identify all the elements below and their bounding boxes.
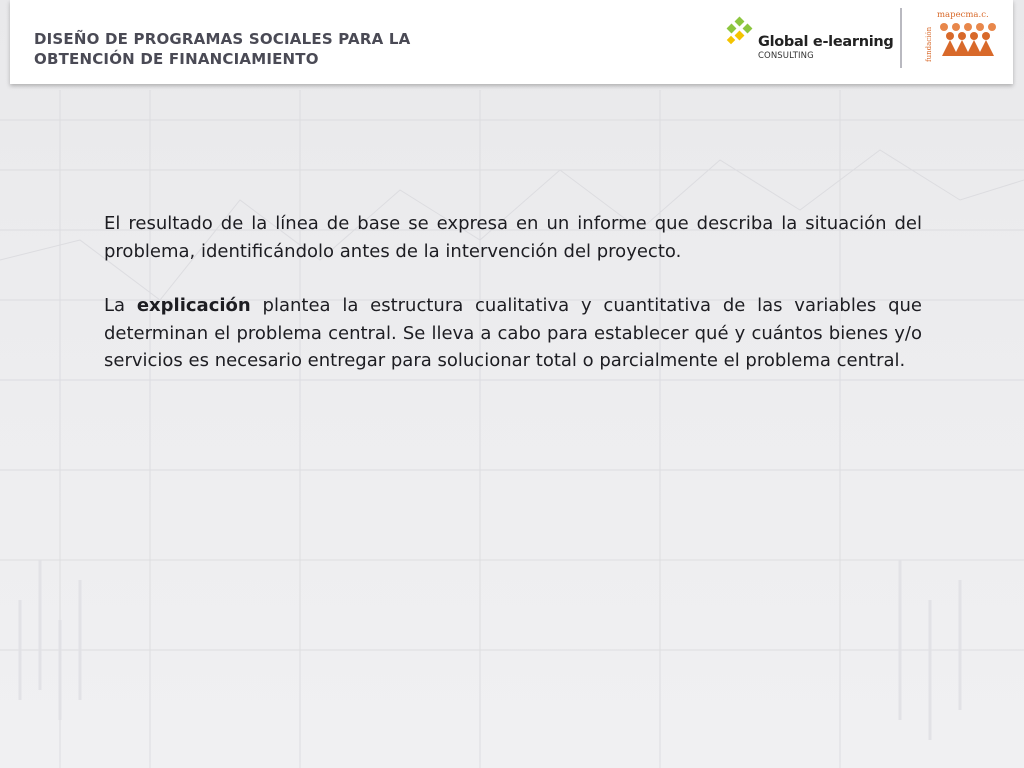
header-bar — [10, 0, 1013, 84]
fundacion-name: mapecma.c. — [937, 10, 989, 20]
page-title-line2: OBTENCIÓN DE FINANCIAMIENTO — [34, 50, 319, 68]
fundacion-vertical-text: fundación — [925, 26, 933, 62]
slide-body — [104, 210, 922, 375]
fundacion-logo — [924, 8, 1004, 60]
paragraph-baseline: El resultado de la línea de base se expresa en un informe que describa la situación del problema, identificándolo antes de la intervención del proyecto. — [104, 213, 922, 262]
header-divider — [900, 8, 902, 68]
paragraph-explanation-rest: plantea la estructura cualitativa y cuantitativa de las variables que determinan el problema central. Se lleva a cabo para establecer qué y cuántos bienes y/o servicios es necesario entregar para solucionar total o parcialmente el problema central. — [104, 295, 922, 371]
fundacion-people-logo-icon — [936, 20, 1000, 58]
paragraph-explanation — [104, 292, 922, 375]
global-elearning-logo — [726, 16, 894, 64]
paragraph-explanation-start: La — [104, 295, 137, 316]
page-title-line1: DISEÑO DE PROGRAMAS SOCIALES PARA LA — [34, 30, 411, 48]
global-elearning-name: Global e-learning — [758, 34, 894, 50]
explicacion-term: explicación — [136, 295, 251, 316]
global-elearning-sub: CONSULTING — [758, 51, 814, 61]
global-elearning-logo-icon — [726, 16, 756, 46]
page-title — [34, 29, 410, 69]
